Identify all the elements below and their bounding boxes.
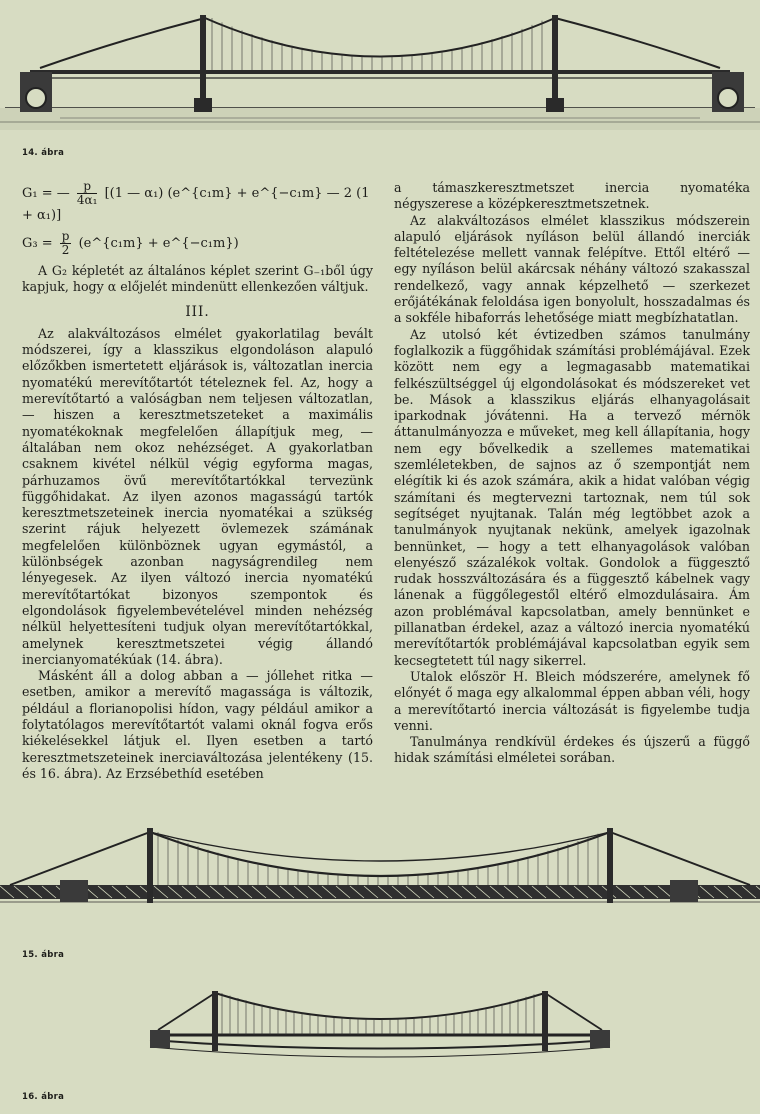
formula-g1-rhs: [(1 — α₁) (e^{c₁m} + e^{−c₁m} — 2 (1 + α₁)] [22, 186, 370, 223]
figure-14-bridge-drawing [0, 0, 760, 140]
formula-g3-lhs: G₃ = [22, 236, 53, 251]
figure-14-caption: 14. ábra [22, 148, 65, 158]
formula-g3 [22, 230, 373, 257]
formula-g3-denominator: 2 [61, 243, 70, 257]
figure-16-bridge-drawing [0, 985, 760, 1080]
paragraph: Az alakváltozásos elmélet gyakorlatilag bevált módszerei, így a klasszikus elgondoláson alapuló előzőkben ismertetett eljárások is, változatlan inercia nyomatékú merevítőtartót tételeznek fel. Az, hogy a merevítőtartó a valóságban nem teljesen változatlan, — hiszen a keresztmetszeteket a maximális nyomatékoknak megfelelően állapítjuk meg, — általában nem okoz nehézséget. A gyakorlatban csaknem kivétel nélkül végig egyforma magas, párhuzamos övű merevítőtartókkal tervezünk függőhidakat. Az ilyen azonos magasságú tartók keresztmetszeteinek inercia nyomatékai a szükség szerint rájuk helyezett övlemezek számának megfelelően különböznek ugyan egymástól, a különbségek azonban nagyságrendileg nem lényegesek. Az ilyen változó inercia nyomatékú merevítőtartókat bizonyos szempontok és elgondolások figyelembevételével minden nehézség nélkül helyettesíteni tudjuk olyan merevítőtartókkal, amelynek keresztmetszetei végig állandó inercianyomatékúak (14. ábra). [22, 325, 373, 667]
formula-g3-fraction [60, 230, 72, 257]
left-column [22, 180, 373, 782]
paragraph: Az alakváltozásos elmélet klasszikus módszerein alapuló eljárások nyíláson belül állandó inerciák feltételezése mellett vannak felépítve. Ettől eltérő — egy nyíláson belül akárcsak néhány változó szakasszal rendelkező, vagy annak képzelhető — szerkezet erőjátékának feloldása igen bonyolult, hosszadalmas és a sokféle hibaforrás lehetősége miatt megbízhatatlan. [394, 212, 750, 326]
formula-g3-rhs: (e^{c₁m} + e^{−c₁m}) [78, 236, 239, 251]
paragraph-g2: A G₂ képletét az általános képlet szerint G₋₁ből úgy kapjuk, hogy α előjelét mindenütt ellenkezően váltjuk. [22, 263, 373, 295]
formula-g1-numerator: p [77, 180, 98, 194]
figure-16-caption: 16. ábra [22, 1092, 65, 1102]
paragraph: Utalok először H. Bleich módszerére, amelynek fő előnyét ő maga egy alkalommal éppen abban véli, hogy a merevítőtartó inercia változását is figyelembe tudja venni. [394, 668, 750, 733]
paragraph: Az utolsó két évtizedben számos tanulmány foglalkozik a függőhidak számítási problémájával. Ezek között nem egy a legmagasabb matematikai felkészültséggel új elgondolásokat és módszereket vet be. Mások a klasszikus eljárás elhanyagolásait iparkodnak jóvátenni. Ha a tervező mérnök áttanulmányozza e műveket, meg kell állapítania, hogy nem egy bővelkedik a szellemes matematikai szemléletekben, de sajnos az ő szempontját nem elégítik ki és azok számára, akik a hidat valóban végig számítani és megtervezni tartoznak, nem túl sok segítséget nyujtanak. Talán még legtöbbet azok a tanulmányok nyujtanak nekünk, amelyek igazolnak bennünket, — hogy a tett elhanyagolások valóban elenyésző százalékok voltak. Gondolok a függesztő rudak hosszváltozására és a függesztő kábelnek vagy lánenak a függőlegestől eltérő elmozdulásaira. Ám azon problémával kapcsolatban, amely bennünket e pillanatban érdekel, azaz a változó inercia nyomatékú merevítőtartók problémájával kapcsolatban egyik sem kecsegtetett túl nagy sikerrel. [394, 326, 750, 668]
paragraph: Másként áll a dolog abban a — jóllehet ritka — esetben, amikor a merevítő magassága is változik, például a florianopolisi hídon, vagy például amikor a folytatólagos merevítőtartót valami oknál fogva erős kiékelésekkel látjuk el. Ilyen esetben a tartó keresztmetszeteinek inerciaváltozása jelentékeny (15. és 16. ábra). Az Erzsébethíd esetében [22, 668, 373, 781]
formula-g1 [22, 180, 373, 224]
formula-g1-lhs: G₁ = — [22, 186, 70, 201]
right-column [394, 180, 750, 767]
formula-g1-fraction [77, 180, 98, 207]
paragraph: a támaszkeresztmetszet inercia nyomatéka négyszerese a középkeresztmetszetnek. [394, 180, 750, 212]
figure-15-bridge-drawing [0, 810, 760, 940]
formula-g3-numerator: p [61, 229, 70, 243]
formula-g1-denominator: 4α₁ [76, 193, 98, 207]
figure-15-caption: 15. ábra [22, 950, 65, 960]
paragraph: Tanulmánya rendkívül érdekes és újszerű a függő hidak számítási elméletei sorában. [394, 734, 750, 766]
section-heading: III. [185, 303, 210, 320]
